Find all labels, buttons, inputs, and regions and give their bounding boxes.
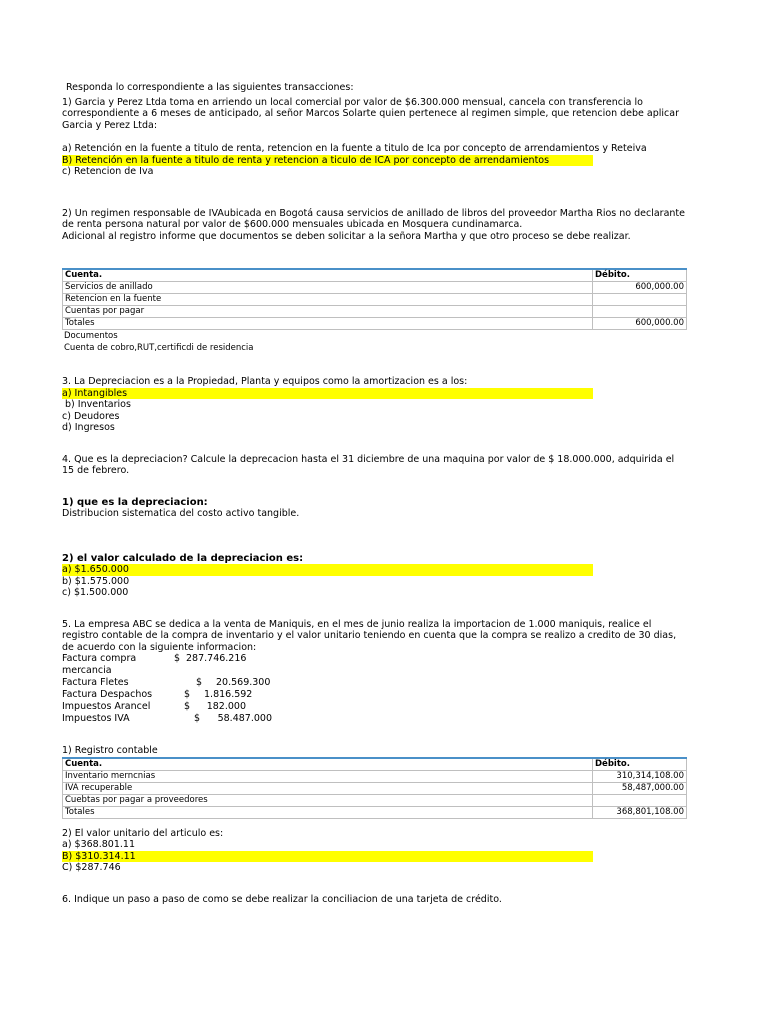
col-account-header: Cuenta.: [63, 758, 593, 771]
debit-cell: 600,000.00: [593, 318, 687, 330]
item-currency: $: [193, 713, 201, 724]
account-cell: Cuebtas por pagar a proveedores: [63, 794, 593, 806]
account-cell: Totales: [63, 806, 593, 818]
document-page: [62, 82, 687, 905]
q2-text-2: Adicional al registro informe que documentos se deben solicitar a la señora Martha y que otro proceso se debe realizar.: [62, 230, 631, 242]
q2-text: 2) Un regimen responsable de IVAubicada en Bogotá causa servicios de anillado de libros del proveedor Martha Rios no declarante de renta persona natural por valor de $600.000 mensuales ubicada en Mosquera cundinamarca.: [62, 207, 685, 230]
q4-option-c: c) $1.500.000: [62, 587, 129, 598]
q4-text: 4. Que es la depreciacion? Calcule la deprecacion hasta el 31 diciembre de una maquina por valor de $ 18.000.000, adquirida el 15 de febrero.: [62, 453, 675, 476]
q5-option-b-highlighted: B) $310.314.11: [62, 851, 593, 863]
list-item: [62, 653, 687, 677]
debit-cell: 600,000.00: [593, 282, 687, 294]
item-value: 20.569.300: [216, 677, 271, 688]
col-debit-header: Débito.: [593, 758, 687, 771]
table-row: [63, 770, 687, 782]
item-currency: $: [183, 689, 191, 700]
q1-option-b-highlighted: B) Retención en la fuente a titulo de renta y retencion a ticulo de ICA por concepto de arrendamientos: [62, 155, 593, 167]
q6-text: 6. Indique un paso a paso de como se debe realizar la conciliacion de una tarjeta de crédito.: [62, 893, 502, 905]
q4-option-a-highlighted: a) $1.650.000: [62, 564, 593, 576]
q2-docs-value: Cuenta de cobro,RUT,certificdi de residencia: [64, 343, 254, 353]
q1-option-c: c) Retencion de Iva: [62, 166, 154, 177]
debit-cell: [593, 306, 687, 318]
table-row-totals: [63, 318, 687, 330]
col-account-header: Cuenta.: [63, 269, 593, 282]
item-value: 287.746.216: [186, 653, 247, 664]
debit-cell: [593, 294, 687, 306]
item-label: Factura Despachos: [62, 689, 153, 700]
q2-ledger-table: [62, 268, 687, 330]
q5-sub1-title: 1) Registro contable: [62, 745, 158, 756]
item-value: 182.000: [206, 701, 246, 712]
item-label: Factura Fletes: [62, 677, 129, 688]
account-cell: Retencion en la fuente: [63, 294, 593, 306]
q4-sub1-title: 1) que es la depreciacion:: [62, 496, 208, 508]
debit-cell: [593, 794, 687, 806]
item-value: 58.487.000: [217, 713, 272, 724]
list-item: [62, 677, 687, 689]
debit-cell: 368,801,108.00: [593, 806, 687, 818]
list-item: [62, 701, 687, 713]
col-debit-header: Débito.: [593, 269, 687, 282]
q2-docs-label: Documentos: [64, 331, 118, 341]
q1-option-a: a) Retención en la fuente a titulo de renta, retencion en la fuente a titulo de Ica por concepto de arrendamientos y Reteiva: [62, 143, 647, 154]
item-currency: $: [183, 701, 191, 712]
table-row: [63, 282, 687, 294]
account-cell: Totales: [63, 318, 593, 330]
q3-text: 3. La Depreciacion es a la Propiedad, Planta y equipos como la amortizacion es a los:: [62, 376, 468, 387]
q3-option-a-highlighted: a) Intangibles: [62, 388, 593, 400]
q5-sub2-title: 2) El valor unitario del articulo es:: [62, 827, 224, 839]
q3-option-b: b) Inventarios: [62, 399, 131, 410]
account-cell: Inventario merncnias: [63, 770, 593, 782]
table-row: [63, 782, 687, 794]
q4-sub2-title: 2) el valor calculado de la depreciacion es:: [62, 552, 304, 564]
q5-text: 5. La empresa ABC se dedica a la venta de Maniquis, en el mes de junio realiza la importacion de 1.000 maniquis, realice el registro contable de la compra de inventario y el valor unitario teniendo en cuenta que la compra se realizo a credito de 30 dias, de acuerdo con la siguiente informacion:: [62, 618, 677, 653]
account-cell: Servicios de anillado: [63, 282, 593, 294]
q5-option-a: a) $368.801.11: [62, 839, 135, 850]
debit-cell: 310,314,108.00: [593, 770, 687, 782]
q3-option-c: c) Deudores: [62, 410, 120, 422]
intro-text: Responda lo correspondiente a las siguientes transacciones:: [66, 82, 354, 93]
item-currency: $: [195, 677, 203, 688]
table-row-totals: [63, 806, 687, 818]
q5-option-c: C) $287.746: [62, 862, 121, 873]
item-value: 1.816.592: [204, 689, 253, 700]
table-row: [63, 306, 687, 318]
debit-cell: 58,487,000.00: [593, 782, 687, 794]
item-label: Factura compra mercancia: [62, 653, 137, 676]
q5-ledger-table: [62, 757, 687, 819]
q4-option-b: b) $1.575.000: [62, 575, 130, 587]
table-row: [63, 794, 687, 806]
item-label: Impuestos IVA: [62, 713, 130, 724]
list-item: [62, 689, 687, 701]
account-cell: Cuentas por pagar: [63, 306, 593, 318]
table-header-row: [63, 269, 687, 282]
item-currency: $: [174, 653, 181, 664]
table-header-row: [63, 758, 687, 771]
list-item: [62, 713, 687, 725]
q3-option-d: d) Ingresos: [62, 422, 115, 433]
table-row: [63, 294, 687, 306]
account-cell: IVA recuperable: [63, 782, 593, 794]
q5-items-list: [62, 653, 687, 725]
q4-sub1-answer: Distribucion sistematica del costo activo tangible.: [62, 508, 300, 519]
item-label: Impuestos Arancel: [62, 701, 151, 712]
q1-text: 1) Garcia y Perez Ltda toma en arriendo un local comercial por valor de $6.300.000 mensual, cancela con transferencia lo correspondiente a 6 meses de anticipado, al señor Marcos Solarte quien pertenece al regimen simple, que retencion debe aplicar Garcia y Perez Ltda:: [62, 96, 679, 131]
